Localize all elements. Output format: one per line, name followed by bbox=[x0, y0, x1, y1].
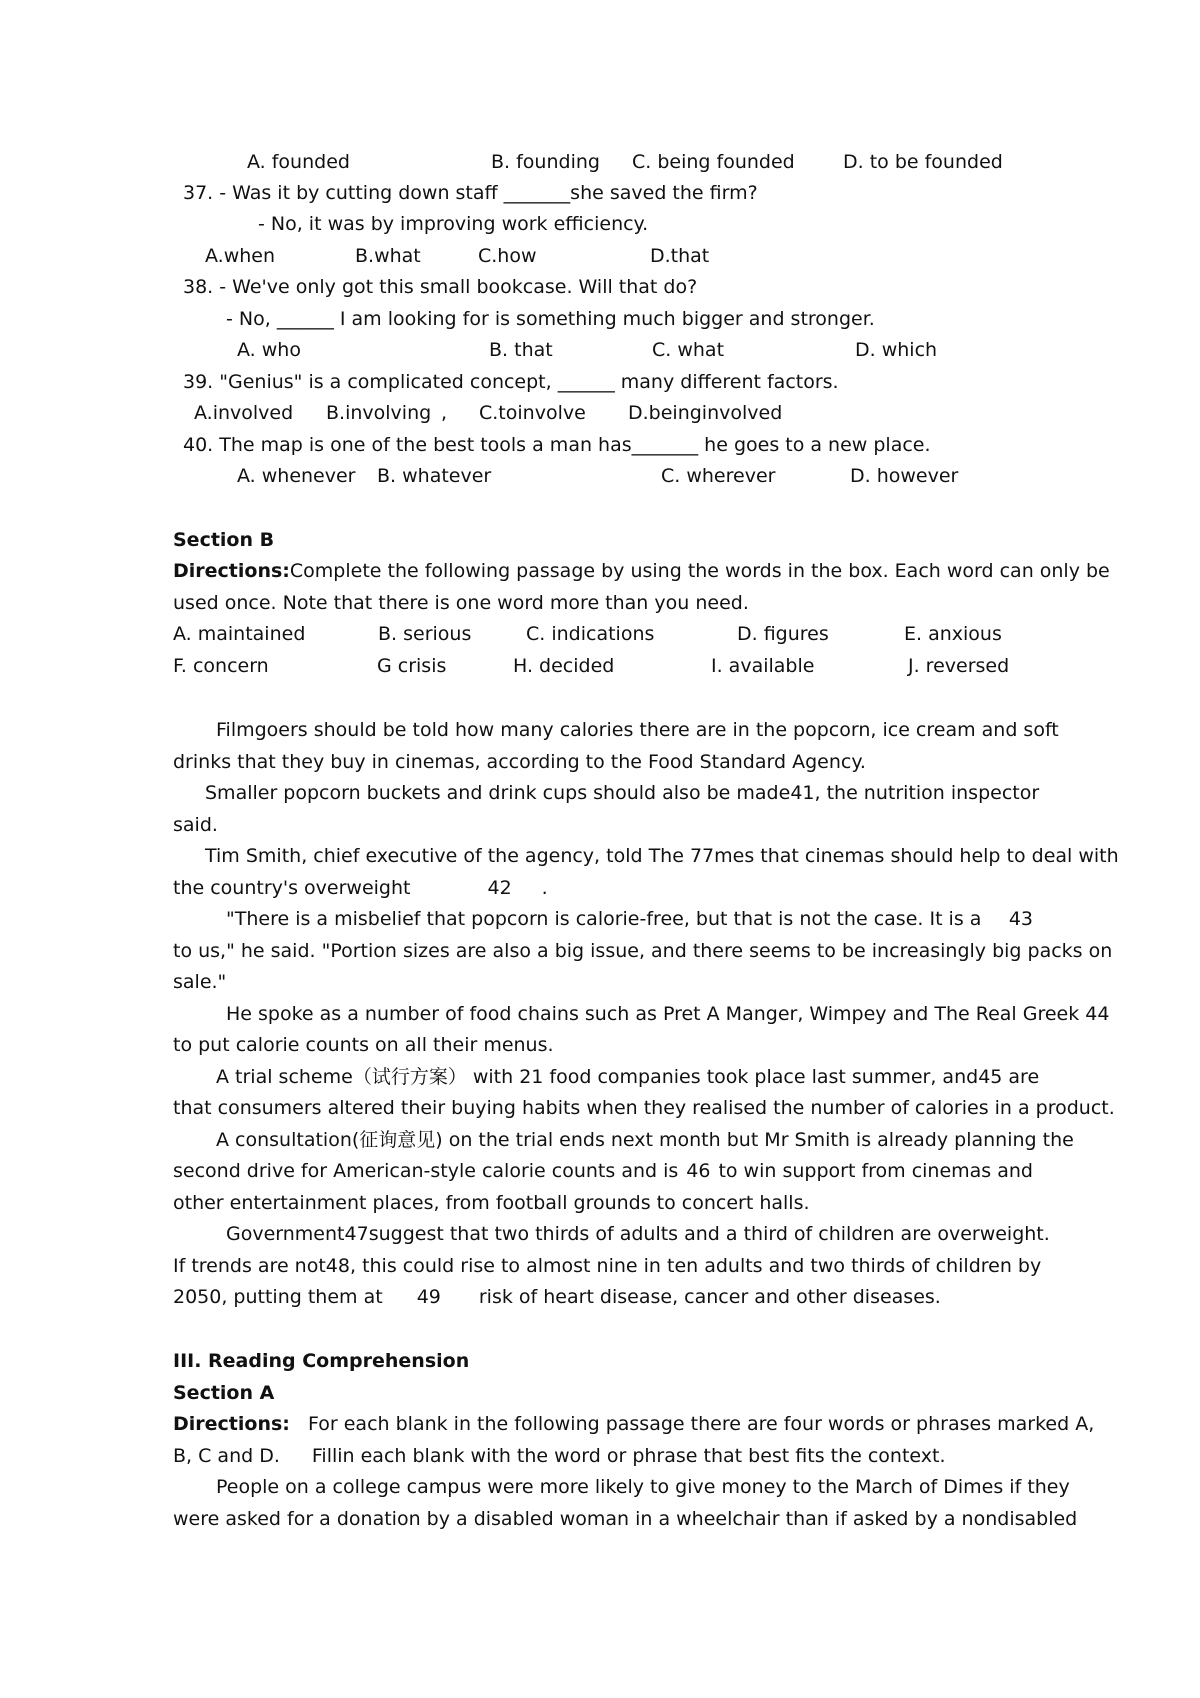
passage-p4-line3: sale." bbox=[173, 971, 227, 993]
q39-stem-after: many different factors. bbox=[620, 371, 839, 393]
part3-directions-line2 bbox=[173, 1443, 946, 1469]
word-box-item: F. concern bbox=[173, 655, 269, 677]
part3-directions-text: For each blank in the following passage there are four words or phrases marked A, bbox=[308, 1413, 1095, 1435]
q38-blank: ______ bbox=[276, 308, 334, 330]
q38-option-a: A. who bbox=[237, 339, 301, 361]
q40-option-d: D. however bbox=[850, 465, 959, 487]
section-b-directions-line2: used once. Note that there is one word more than you need. bbox=[173, 592, 749, 614]
q37-option-a: A.when bbox=[205, 245, 276, 267]
word-box-item: J. reversed bbox=[908, 655, 1010, 677]
q38-option-d: D. which bbox=[855, 339, 938, 361]
part3-section-heading: Section A bbox=[173, 1382, 275, 1404]
passage-p1-line1: Filmgoers should be told how many calories there are in the popcorn, ice cream and soft bbox=[216, 719, 1059, 741]
passage-text: "There is a misbelief that popcorn is calorie-free, but that is not the case. It is a bbox=[226, 908, 982, 930]
passage-text: 2050, putting them at bbox=[173, 1286, 383, 1308]
q37-option-d: D.that bbox=[650, 245, 710, 267]
blank-number-45: 45 are bbox=[978, 1066, 1040, 1088]
passage-text: Smaller popcorn buckets and drink cups should also be made bbox=[205, 782, 791, 804]
q37-option-b: B.what bbox=[355, 245, 421, 267]
q39-stem bbox=[183, 369, 839, 395]
passage-p7-line2 bbox=[173, 1158, 1033, 1184]
passage-p2-line2: said. bbox=[173, 814, 218, 836]
blank-number-43: 43 bbox=[1008, 908, 1033, 930]
passage-text: risk of heart disease, cancer and other diseases. bbox=[478, 1286, 941, 1308]
q40-blank: _______ bbox=[631, 434, 699, 456]
q37-stem-text: 37. - Was it by cutting down staff bbox=[183, 182, 498, 204]
passage-p5-line2: to put calorie counts on all their menus. bbox=[173, 1034, 554, 1056]
word-box-item: D. figures bbox=[737, 623, 829, 645]
passage-p1-line2: drinks that they buy in cinemas, according to the Food Standard Agency. bbox=[173, 751, 866, 773]
q40-option-b: B. whatever bbox=[377, 465, 492, 487]
passage-p6-line1 bbox=[216, 1064, 1040, 1090]
word-box-item: A. maintained bbox=[173, 623, 306, 645]
q40-stem-before: 40. The map is one of the best tools a man has bbox=[183, 434, 632, 456]
word-box-item: H. decided bbox=[513, 655, 615, 677]
passage-text: second drive for American-style calorie counts and is bbox=[173, 1160, 679, 1182]
passage-p4-line2: to us," he said. "Portion sizes are also a big issue, and there seems to be increasingly big packs on bbox=[173, 940, 1113, 962]
q37-stem-after: she saved the firm? bbox=[570, 182, 758, 204]
q40-stem-after: he goes to a new place. bbox=[704, 434, 931, 456]
passage-text: Government bbox=[226, 1223, 345, 1245]
passage-text: , the nutrition inspector bbox=[814, 782, 1040, 804]
passage-p4-line1 bbox=[226, 906, 1033, 932]
q39-separator: , bbox=[441, 402, 448, 424]
blank-number-46: 46 bbox=[686, 1160, 711, 1182]
passage-p2-line1 bbox=[205, 780, 1040, 806]
passage-p6-line2: that consumers altered their buying habits when they realised the number of calories in a product. bbox=[173, 1097, 1115, 1119]
q37-stem bbox=[183, 180, 758, 206]
passage-text: the country's overweight bbox=[173, 877, 411, 899]
q39-option-d: D.beinginvolved bbox=[628, 402, 783, 424]
q39-option-a: A.involved bbox=[194, 402, 294, 424]
passage-p3-line2 bbox=[173, 875, 548, 901]
blank-number-47: 47 bbox=[344, 1223, 369, 1245]
q40-option-c: C. wherever bbox=[661, 465, 776, 487]
passage-text: to win support from cinemas and bbox=[718, 1160, 1033, 1182]
word-box-item: G crisis bbox=[377, 655, 447, 677]
part3-paragraph-line1: People on a college campus were more likely to give money to the March of Dimes if they bbox=[216, 1476, 1070, 1498]
passage-p8-line1 bbox=[226, 1221, 1050, 1247]
word-box-item: B. serious bbox=[378, 623, 472, 645]
q38-stem: 38. - We've only got this small bookcase. Will that do? bbox=[183, 276, 698, 298]
passage-text: suggest that two thirds of adults and a third of children are overweight. bbox=[368, 1223, 1050, 1245]
q38-answer-after: I am looking for is something much bigger and stronger. bbox=[339, 308, 875, 330]
q38-answer-before: - No, bbox=[226, 308, 271, 330]
q38-answer bbox=[226, 306, 875, 332]
blank-number-49: 49 bbox=[416, 1286, 441, 1308]
blank-number-42: 42 bbox=[487, 877, 512, 899]
q37-answer: - No, it was by improving work efficiency. bbox=[258, 213, 649, 235]
word-box-item: C. indications bbox=[526, 623, 655, 645]
passage-p8-line2 bbox=[173, 1253, 1042, 1279]
q36-option-a: A. founded bbox=[247, 151, 350, 173]
part3-heading: III. Reading Comprehension bbox=[173, 1350, 470, 1372]
q37-option-c: C.how bbox=[478, 245, 537, 267]
q38-option-b: B. that bbox=[489, 339, 553, 361]
q39-option-c: C.toinvolve bbox=[479, 402, 586, 424]
section-b-directions-label: Directions: bbox=[173, 560, 290, 582]
part3-paragraph-line2: were asked for a donation by a disabled woman in a wheelchair than if asked by a nondisabled bbox=[173, 1508, 1078, 1530]
q39-stem-before: 39. "Genius" is a complicated concept, bbox=[183, 371, 552, 393]
blank-number-41: 41 bbox=[790, 782, 815, 804]
section-b-directions-line1 bbox=[173, 558, 1110, 584]
passage-text: . bbox=[541, 877, 548, 899]
word-box-item: E. anxious bbox=[904, 623, 1002, 645]
q40-stem bbox=[183, 432, 931, 458]
q36-option-c: C. being founded bbox=[632, 151, 795, 173]
passage-p7-line3: other entertainment places, from football grounds to concert halls. bbox=[173, 1192, 810, 1214]
part3-directions-text: B, C and D. bbox=[173, 1445, 280, 1467]
passage-text: , this could rise to almost nine in ten adults and two thirds of children by bbox=[349, 1255, 1042, 1277]
q38-option-c: C. what bbox=[652, 339, 725, 361]
q39-option-b: B.involving bbox=[326, 402, 432, 424]
q36-option-b: B. founding bbox=[491, 151, 600, 173]
q37-blank: _______ bbox=[503, 182, 571, 204]
part3-directions-line1 bbox=[173, 1411, 1094, 1437]
passage-p8-line3 bbox=[173, 1284, 941, 1310]
q39-blank: ______ bbox=[557, 371, 615, 393]
section-b-directions-text: Complete the following passage by using the words in the box. Each word can only be bbox=[289, 560, 1110, 582]
passage-p3-line1: Tim Smith, chief executive of the agency, told The 77mes that cinemas should help to deal with bbox=[205, 845, 1119, 867]
section-b-heading: Section B bbox=[173, 529, 275, 551]
q40-option-a: A. whenever bbox=[237, 465, 356, 487]
q36-option-d: D. to be founded bbox=[843, 151, 1003, 173]
part3-directions-text: Fillin each blank with the word or phrase that best fits the context. bbox=[311, 1445, 946, 1467]
passage-text: If trends are not bbox=[173, 1255, 326, 1277]
part3-directions-label: Directions: bbox=[173, 1413, 290, 1435]
blank-number-48: 48 bbox=[325, 1255, 350, 1277]
passage-p7-line1: A consultation(征询意见) on the trial ends next month but Mr Smith is already planning the bbox=[216, 1129, 1074, 1151]
passage-p5-line1: He spoke as a number of food chains such as Pret A Manger, Wimpey and The Real Greek 44 bbox=[226, 1003, 1110, 1025]
passage-text: A trial scheme（试行方案） with 21 food companies took place last summer, and bbox=[216, 1066, 979, 1088]
word-box-item: I. available bbox=[711, 655, 815, 677]
